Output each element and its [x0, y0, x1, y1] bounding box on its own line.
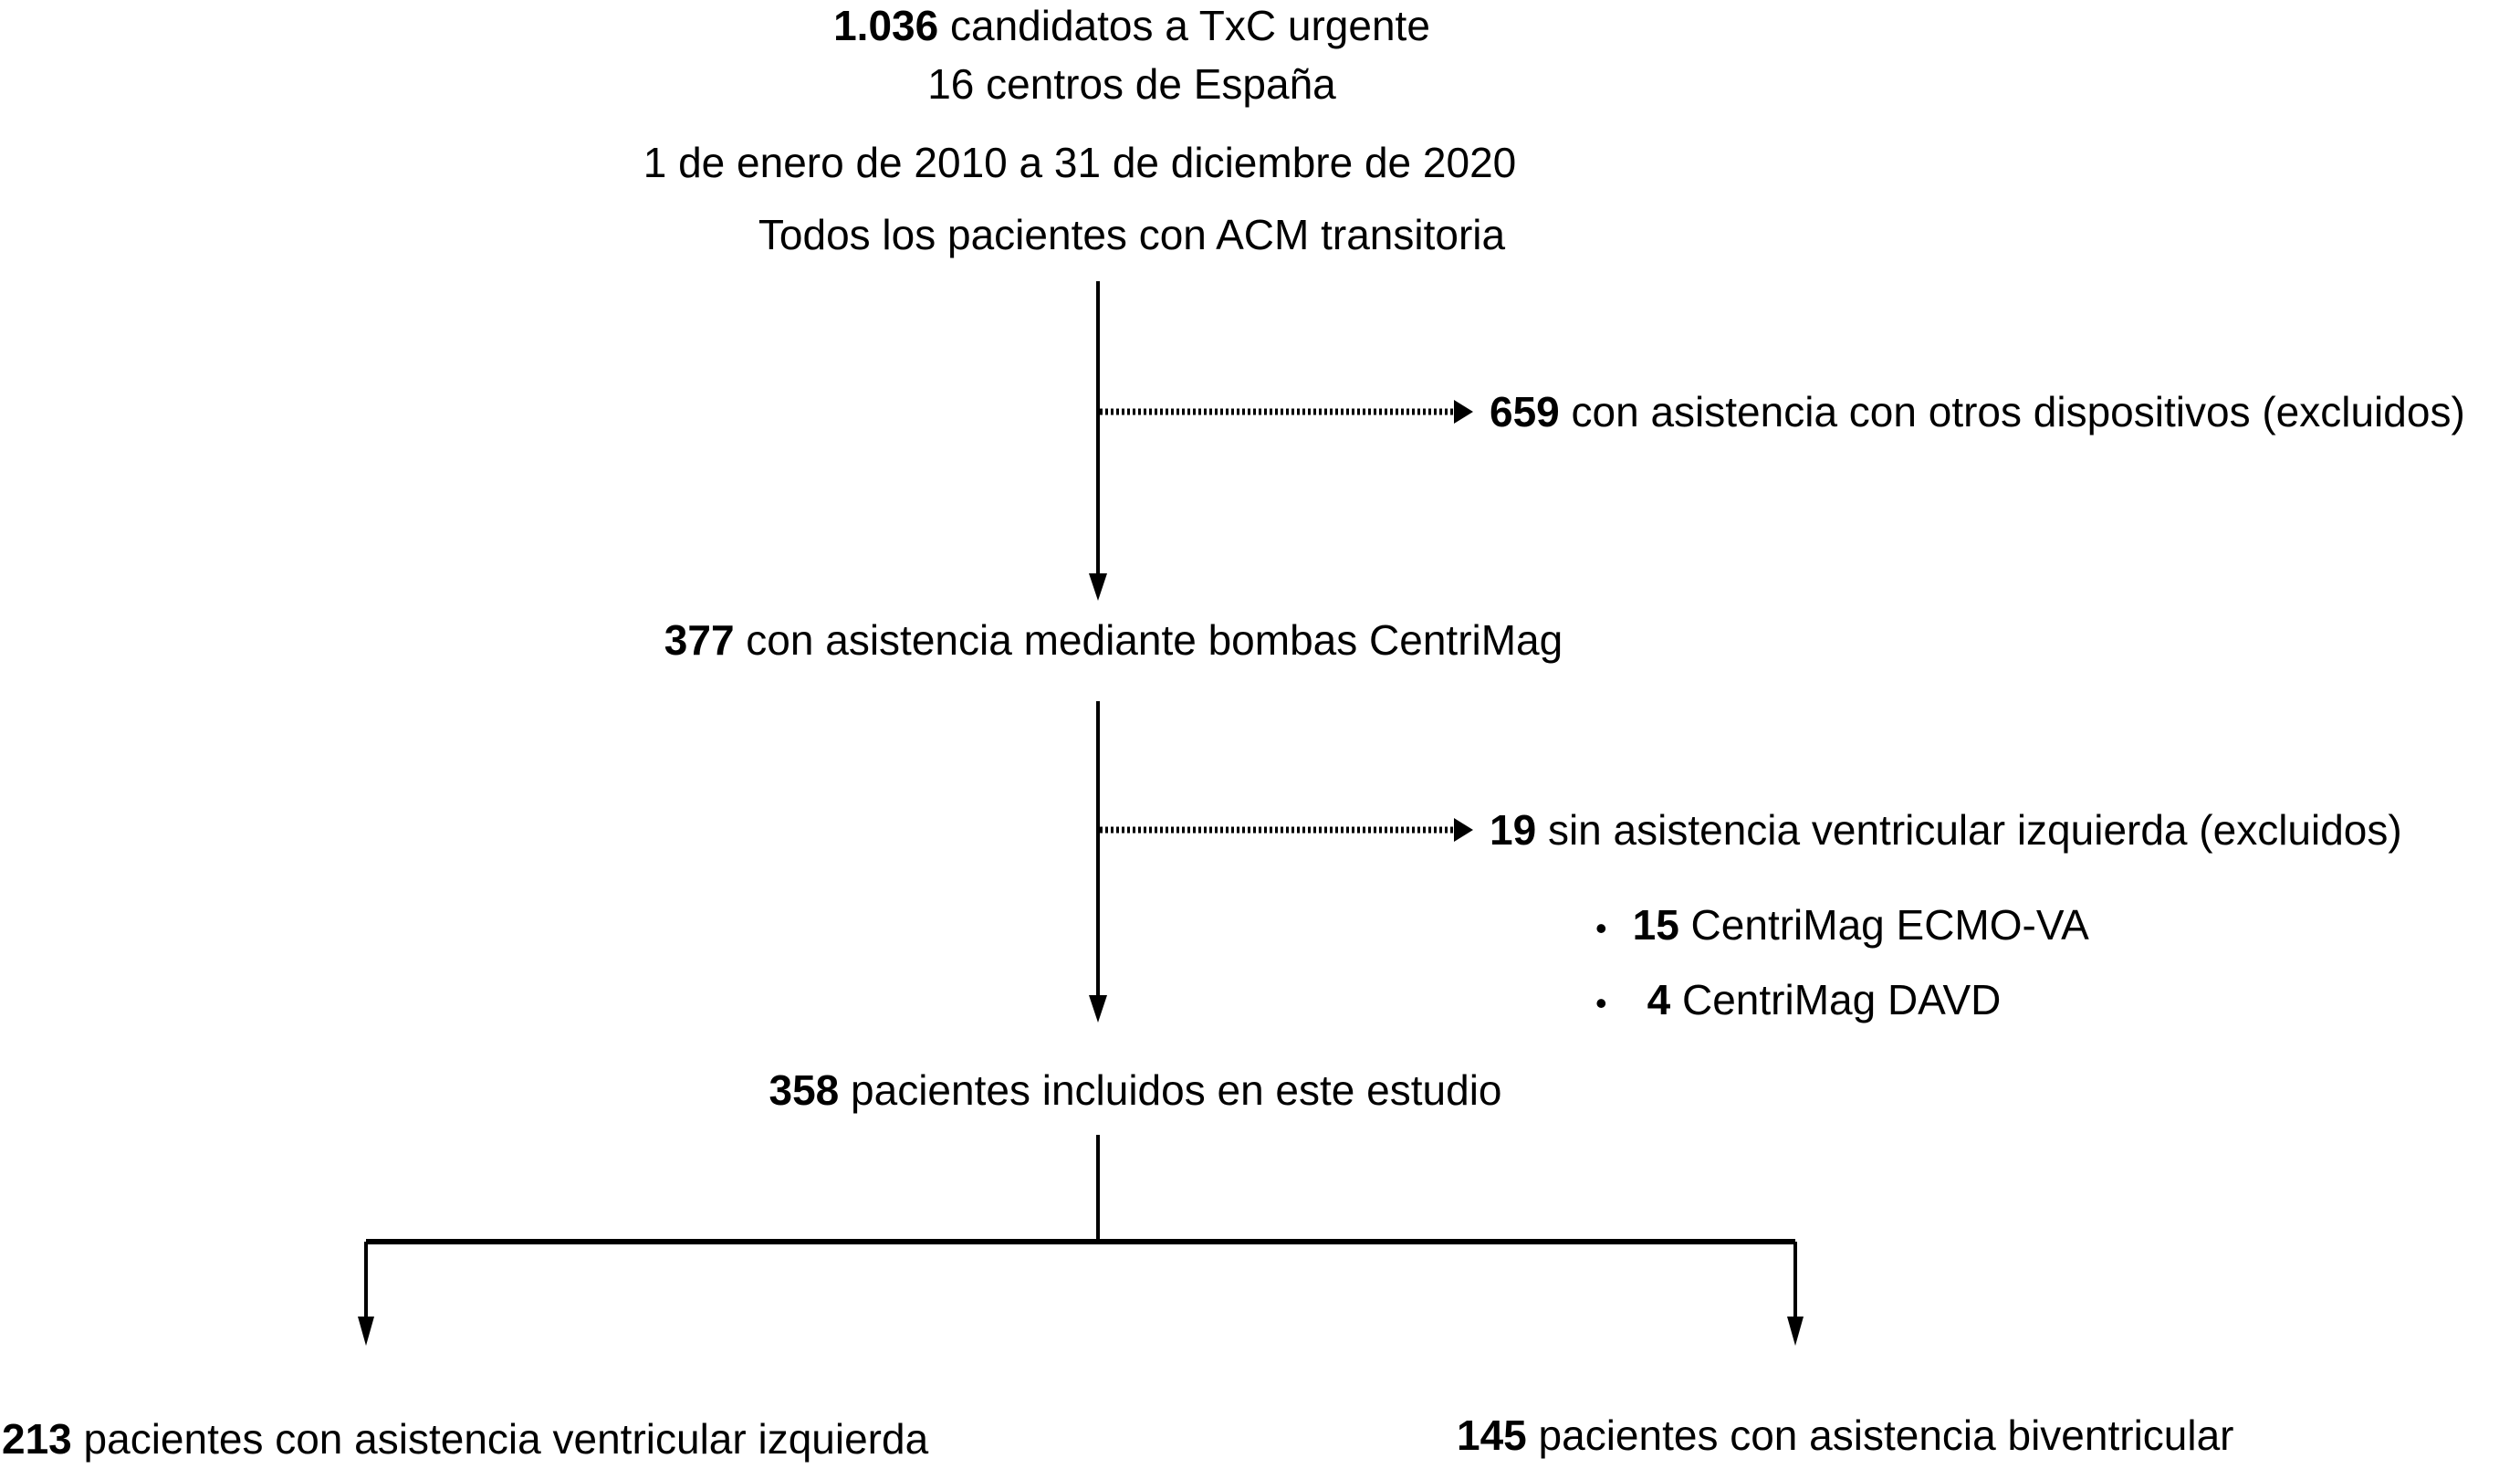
dotted-arrowhead-1: [1454, 400, 1473, 424]
branch-right-count: 145: [1457, 1411, 1527, 1459]
top-box-line-4: Todos los pacientes con ACM transitoria: [758, 211, 1506, 258]
branch-left-arrowhead: [358, 1317, 374, 1346]
top-box-line-1: [833, 0, 1430, 51]
exclusion-2-text: sin asistencia ventricular izquierda (excluidos): [1536, 806, 2402, 854]
step-2-label: [664, 614, 1563, 666]
bullet-icon: •: [1595, 909, 1607, 947]
top-count: 1.036: [833, 2, 939, 49]
branch-left-text: pacientes con asistencia ventricular izquierda: [71, 1415, 929, 1463]
step-2-count: 377: [664, 616, 735, 664]
branch-right-arrowhead: [1787, 1317, 1804, 1346]
bullet-icon: •: [1595, 984, 1607, 1022]
exclusion-2-label: [1490, 804, 2402, 855]
exclusion-2-bullet-1: [1595, 899, 2089, 954]
step-3-count: 358: [769, 1066, 840, 1114]
branch-right-label: [1457, 1410, 2234, 1461]
bullet-2-count: 4: [1647, 976, 1671, 1023]
bullet-1-count: 15: [1632, 901, 1679, 949]
branch-right-text: pacientes con asistencia biventricular: [1526, 1411, 2234, 1459]
step-2-text: con asistencia mediante bombas CentriMag: [734, 616, 1563, 664]
top-box-line-3: 1 de enero de 2010 a 31 de diciembre de 2020: [643, 139, 1517, 186]
exclusion-1-count: 659: [1490, 388, 1560, 435]
exclusion-1-label: [1490, 386, 2465, 437]
arrowhead-1: [1089, 573, 1107, 601]
step-3-text: pacientes incluidos en este estudio: [839, 1066, 1502, 1114]
branch-left-count: 213: [2, 1415, 72, 1463]
exclusion-1-text: con asistencia con otros dispositivos (excluidos): [1559, 388, 2465, 435]
branch-left-label: [2, 1413, 928, 1464]
top-box-line-2: 16 centros de España: [927, 60, 1336, 108]
exclusion-2-bullet-2: [1595, 974, 2001, 1029]
bullet-2-text: CentriMag DAVD: [1670, 976, 2002, 1023]
step-3-label: [769, 1065, 1501, 1116]
bullet-1-text: CentriMag ECMO-VA: [1678, 901, 2089, 949]
top-line-1-text: candidatos a TxC urgente: [938, 2, 1430, 49]
exclusion-2-count: 19: [1490, 806, 1537, 854]
dotted-arrowhead-2: [1454, 818, 1473, 842]
arrowhead-2: [1089, 995, 1107, 1023]
